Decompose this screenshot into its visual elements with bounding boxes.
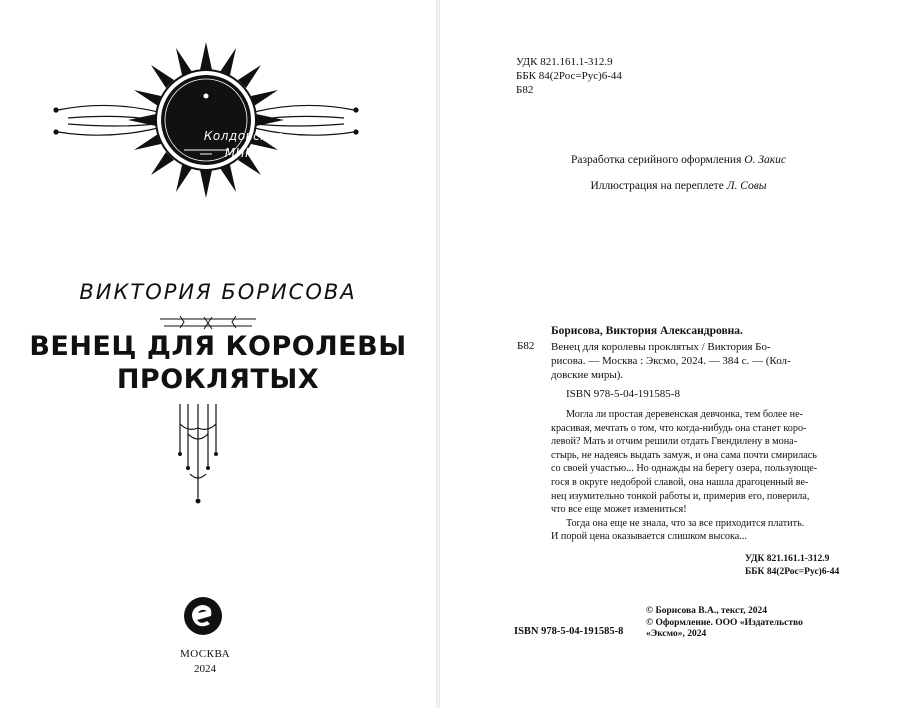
annotation-line: красивая, мечтать о том, что когда-нибудь она станет коро- — [551, 422, 807, 434]
catalog-author: Борисова, Виктория Александровна. — [551, 325, 743, 337]
book-title — [0, 330, 436, 396]
isbn-number: ISBN 978-5-04-191585-8 — [514, 626, 624, 637]
copyright-block — [646, 606, 803, 641]
classification-block — [516, 55, 622, 97]
udc-code: УДК 821.161.1-312.9 — [516, 56, 613, 68]
annotation-line: стырь, не надеясь выдать замуж, и она сама почти смирилась — [551, 449, 817, 461]
illustration-credit-label: Иллюстрация на переплете — [590, 180, 724, 192]
catalog-desc-line: довские миры). — [551, 369, 624, 381]
annotation-line: нец изумительно тонкой работы и, примерив его, поверила, — [551, 490, 810, 502]
author-name: ВИКТОРИЯ БОРИСОВА — [79, 280, 357, 304]
copyright-line: «Эксмо», 2024 — [646, 629, 707, 640]
book-annotation — [551, 408, 856, 544]
series-name — [196, 128, 292, 162]
series-emblem — [38, 40, 374, 200]
catalog-isbn: ISBN 978-5-04-191585-8 — [566, 388, 680, 400]
annotation-line: левой? Мать и отчим решили отдать Гвендилену в мона- — [551, 436, 798, 448]
catalog-description — [551, 340, 856, 382]
sunburst-emblem-icon — [38, 40, 374, 200]
eksmo-logo-icon — [183, 596, 223, 636]
catalog-desc-line: рисова. — Москва : Эксмо, 2024. — 384 с. — (Кол- — [551, 355, 791, 367]
illustration-credit-name: Л. Совы — [726, 180, 767, 192]
book-title-line-2: ПРОКЛЯТЫХ — [116, 364, 320, 395]
copyright-line: © Борисова В.А., текст, 2024 — [646, 606, 767, 616]
design-credit-name: О. Закис — [744, 154, 786, 166]
hanging-ornament-icon — [172, 404, 224, 504]
illustration-credit — [440, 180, 917, 192]
annotation-line: И порой цена оказывается слишком высока... — [551, 531, 747, 543]
bottom-udc-code: УДК 821.161.1-312.9 — [745, 554, 830, 564]
author-mark: Б82 — [516, 84, 534, 96]
series-line-2: МИРЫ — [224, 146, 264, 160]
copyright-line: © Оформление. ООО «Издательство — [646, 617, 803, 628]
bbk-code: ББК 84(2Рос=Рус)6-44 — [516, 70, 622, 82]
design-credit-label: Разработка серийного оформления — [571, 154, 742, 166]
catalog-desc-line: Венец для королевы проклятых / Виктория Бо- — [551, 341, 771, 353]
left-page — [0, 0, 436, 708]
publisher-city: МОСКВА — [179, 648, 231, 660]
design-credit — [440, 154, 917, 166]
annotation-line: Могла ли простая деревенская девчонка, тем более не- — [566, 409, 804, 420]
annotation-line: со своей участью... Но однажды на берегу озера, пользующе- — [551, 463, 818, 475]
annotation-line: Тогда она еще не знала, что за все приходится платить. — [566, 517, 805, 529]
series-line-1: Колдовские — [203, 129, 285, 143]
book-title-line-1: ВЕНЕЦ ДЛЯ КОРОЛЕВЫ — [29, 331, 407, 362]
annotation-line: гося в округе недоброй славой, она нашла драгоценный ве- — [551, 476, 809, 488]
bottom-bbk-code: ББК 84(2Рос=Рус)6-44 — [745, 566, 840, 577]
bottom-classification — [745, 553, 839, 578]
catalog-code: Б82 — [517, 340, 535, 352]
publisher-year: 2024 — [194, 663, 216, 675]
annotation-line: что все еще может измениться! — [551, 504, 687, 516]
